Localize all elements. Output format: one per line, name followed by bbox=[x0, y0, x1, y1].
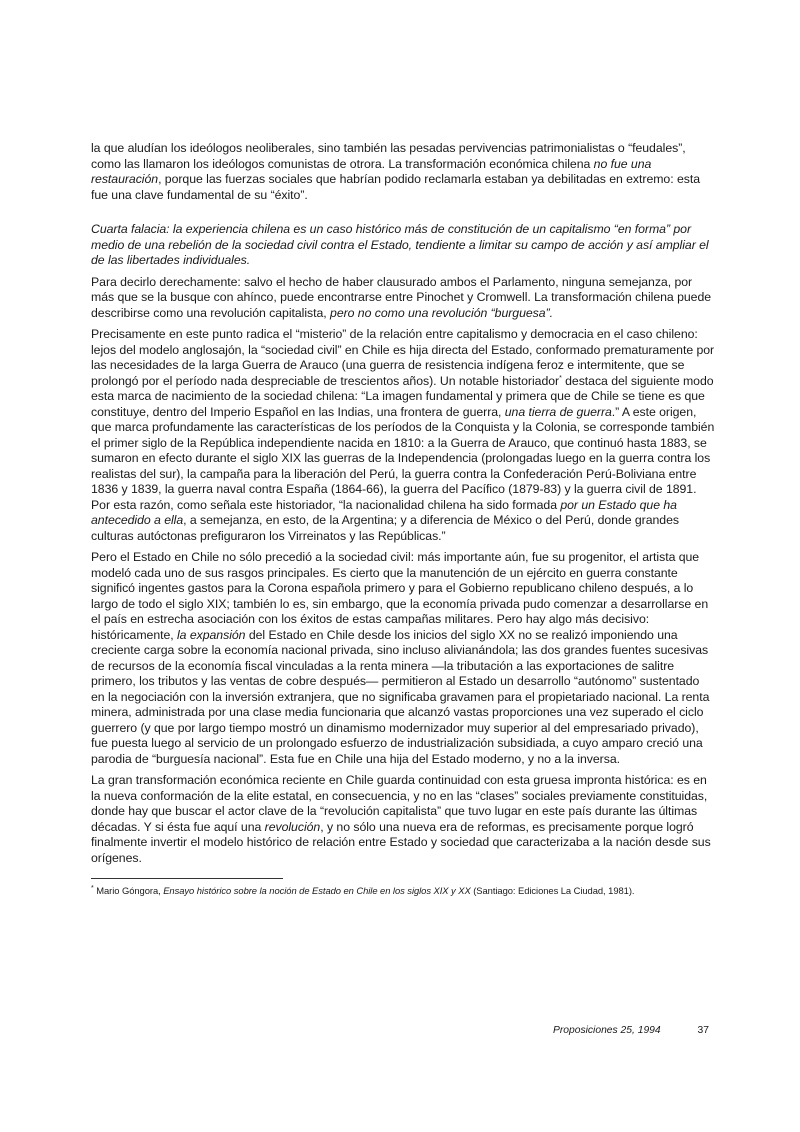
text: destaca del siguiente modo esta marca de nacimiento de la sociedad chilena: “La imagen fundamental y primera que de Chile se tiene es que constituye, dentro del Imperio Español en las Indias, una frontera de guerra, bbox=[91, 373, 714, 419]
emphasis: pero no como una revolución “burguesa”. bbox=[330, 305, 553, 320]
text: Pero el Estado en Chile no sólo precedió a la sociedad civil: más importante aún, fue su progenitor, el artista que modeló cada uno de sus rasgos principales. Es cierto que la manutención de un ejército en guerra constante significó ingentes gastos para la Corona española primero y para el Gobierno republicano chileno después, a lo largo de todo el siglo XIX; también lo es, sin embargo, que la economía privada pudo comenzar a desarrollarse en el país en estrecha asociación con los éxitos de estas campañas militares. Pero hay algo más decisivo: históricamente, bbox=[91, 550, 709, 642]
emphasis: Cuarta falacia: la experiencia chilena es un caso histórico más de constitución de un capitalismo “en forma” por medio de una rebelión de la sociedad civil contra el Estado, tendiente a limitar su campo de acción y así ampliar el de las libertades individuales. bbox=[91, 222, 709, 267]
page-number: 37 bbox=[697, 1025, 709, 1036]
text: , y no sólo una nueva era de reformas, es precisamente porque logró finalmente invertir el modelo histórico de relación entre Estado y sociedad que caracterizaba a la nación desde sus orígenes. bbox=[91, 819, 711, 865]
text: Precisamente en este punto radica el “misterio” de la relación entre capitalismo y democracia en el caso chileno: lejos del modelo anglosajón, la “sociedad civil” en Chile es hija directa del Estado, conformado prematuramente por las necesidades de la larga Guerra de Arauco (una guerra de resistencia indígena feroz e intermitente, que se prolongó por el período nada despreciable de trescientos años). Un notable historiador bbox=[91, 327, 715, 388]
emphasis: no fue una restauración bbox=[91, 156, 652, 186]
text: la que aludían los ideólogos neoliberales, sino también las pesadas pervivencias patrimonialistas o “feudales”, como las llamaron los ideólogos comunistas de otrora. La transformación económica chilena bbox=[91, 141, 686, 171]
paragraph-1 bbox=[91, 141, 715, 203]
text: (Santiago: Ediciones La Ciudad, 1981). bbox=[470, 885, 635, 896]
footnote bbox=[91, 885, 715, 897]
text: Para decirlo derechamente: salvo el hecho de haber clausurado ambos el Parlamento, ninguna semejanza, por más que se la busque con ahínco, puede encontrarse entre Pinochet y Cromwell. La transformación chilena puede describirse como una revolución capitalista, bbox=[91, 274, 712, 320]
text: La gran transformación económica reciente en Chile guarda continuidad con esta gruesa impronta histórica: es en la nueva conformación de la elite estatal, en consecuencia, y no en las “clases” sociales previamente constituidas, donde hay que buscar el actor clave de la “revolución capitalista” que tuvo lugar en este país durante las últimas décadas. Y si ésta fue aquí una bbox=[91, 773, 708, 834]
paragraph-5 bbox=[91, 773, 715, 866]
paragraph-3 bbox=[91, 327, 715, 544]
text: Mario Góngora, bbox=[93, 885, 164, 896]
emphasis: por un Estado que ha antecedido a ella bbox=[91, 497, 677, 527]
emphasis: la expansión bbox=[177, 627, 246, 642]
emphasis: revolución bbox=[264, 819, 321, 834]
journal-citation: Proposiciones 25, 1994 bbox=[553, 1025, 661, 1036]
emphasis: Ensayo histórico sobre la noción de Estado en Chile en los siglos XIX y XX bbox=[163, 885, 471, 896]
footnote-mark: * bbox=[91, 884, 94, 892]
footnote-divider bbox=[91, 878, 283, 879]
text: .” A este origen, que marca profundamente las características de los períodos de la Conquista y la Colonia, se corresponde también el primer siglo de la República independiente nacida en 1810: a la Guerra de Arauco, que continuó hasta 1883, se sumaron en efecto durante el siglo XIX las guerras de la Independencia (prolongadas luego en la guerra contra los realistas del sur), la campaña para la liberación del Perú, la guerra contra la Confederación Perú-Boliviana entre 1836 y 1839, la guerra naval contra España (1864-66), la guerra del Pacífico (1879-83) y la guerra civil de 1891. Por esta razón, como señala este historiador, “la nacionalidad chilena ha sido formada bbox=[91, 404, 715, 512]
paragraph-2 bbox=[91, 275, 715, 322]
fallacy-heading bbox=[91, 222, 715, 269]
footnote-reference[interactable]: * bbox=[559, 374, 562, 382]
text: del Estado en Chile desde los inicios del siglo XX no se realizó imponiendo una creciente carga sobre la economía nacional privada, sino incluso alivianándola; las dos grandes fuentes sucesivas de recursos de la economía fiscal vinculadas a la renta minera —la tributación a las exportaciones de salitre primero, los tributos y las ventas de cobre después— permitieron al Estado un desarrollo “autónomo” sustentado en la negociación con la inversión extranjera, que no significaba gravamen para el propietariado nacional. La renta minera, administrada por una clase media funcionaria que alcanzó vastas proporciones una vez superado el ciclo guerrero (y que por largo tiempo mostró un dinamismo modernizador muy superior al del empresariado privado), fue puesta luego al servicio de un prolongado esfuerzo de industrialización subsidiada, a cuyo amparo creció una parodia de “burguesía nacional”. Esta fue en Chile una hija del Estado moderno, y no a la inversa. bbox=[91, 627, 710, 766]
emphasis: una tierra de guerra bbox=[504, 404, 612, 419]
page-body bbox=[91, 141, 715, 897]
paragraph-4 bbox=[91, 550, 715, 767]
text: , porque las fuerzas sociales que habrían podido reclamarla estaban ya debilitadas en extremo: esta fue una clave fundamental de su “éxito”. bbox=[91, 172, 700, 202]
text: , a semejanza, en esto, de la Argentina; y a diferencia de México o del Perú, donde grandes culturas autóctonas prefiguraron los Virreinatos y las Repúblicas.” bbox=[91, 513, 679, 543]
